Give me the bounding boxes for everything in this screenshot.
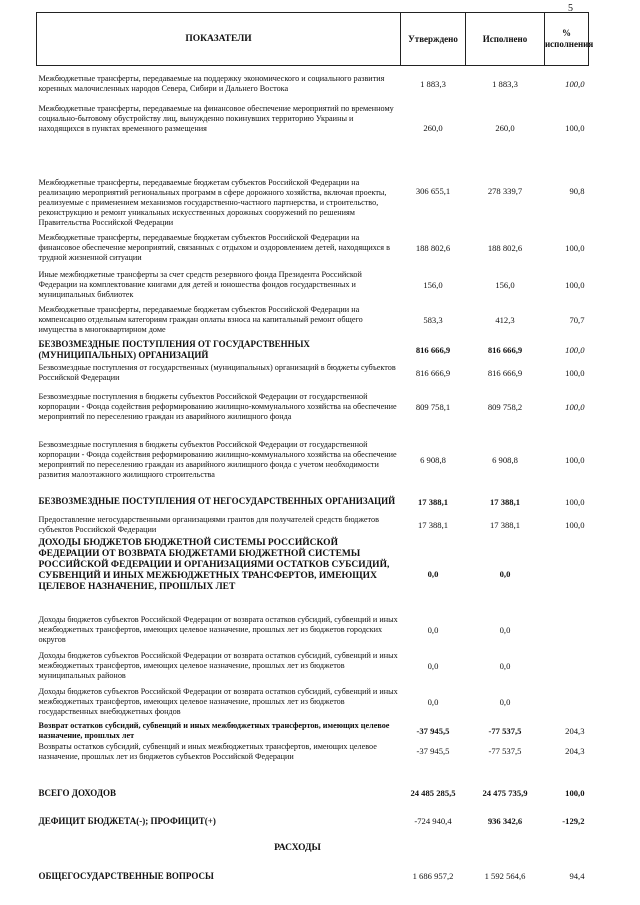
row-executed: 0,0 xyxy=(499,660,511,671)
row-approved: 0,0 xyxy=(427,696,439,707)
row-approved: 0,0 xyxy=(427,624,439,635)
row-label: Межбюджетные трансферты, передаваемые на поддержку экономического и социального развития коренных малочисленных народов Севера, Сибири и Дальнего Востока xyxy=(38,73,385,93)
row-label: Безвозмездные поступления в бюджеты субъектов Российской Федерации от государственной корпорации - Фонда содействия реформированию жилищно-коммунального хозяйства на обеспечение мероприятий по переселению граждан из аварийного жилищного фонда xyxy=(38,391,397,421)
table-row xyxy=(37,66,589,102)
row-percent: 100,0 xyxy=(565,367,585,378)
table-row xyxy=(37,742,589,778)
row-label: ДЕФИЦИТ БЮДЖЕТА(-); ПРОФИЦИТ(+) xyxy=(38,815,216,826)
table-row xyxy=(37,362,589,384)
row-executed: 0,0 xyxy=(499,696,511,707)
table-row xyxy=(37,302,589,338)
row-approved: 816 666,9 xyxy=(415,344,451,355)
row-executed: 6 908,8 xyxy=(492,454,518,465)
row-label: ОБЩЕГОСУДАРСТВЕННЫЕ ВОПРОСЫ xyxy=(38,870,214,881)
table-row xyxy=(37,536,589,612)
row-executed: 0,0 xyxy=(499,568,511,579)
row-approved: 0,0 xyxy=(427,660,439,671)
row-label: Безвозмездные поступления в бюджеты субъектов Российской Федерации от государственной корпорации - Фонда содействия реформированию жилищно-коммунального хозяйства на обеспечение мероприятий по переселению граждан из аварийного жилищного фонда с учетом необходимости развития малоэтажного жилищного строительства xyxy=(38,439,397,479)
row-approved: 188 802,6 xyxy=(415,242,451,253)
row-executed: 260,0 xyxy=(495,122,515,133)
row-approved: 17 388,1 xyxy=(417,496,449,507)
budget-table xyxy=(36,12,594,890)
row-approved: -37 945,5 xyxy=(416,725,450,736)
row-executed: 0,0 xyxy=(499,624,511,635)
row-percent: 100,0 xyxy=(565,787,585,798)
row-label: Предоставление негосударственными организациями грантов для получателей средств бюджетов субъектов Российской Федерации xyxy=(38,514,379,534)
row-percent: 100,0 xyxy=(565,496,585,507)
header-percent: % исполнения xyxy=(545,13,589,66)
row-percent: 100,0 xyxy=(565,122,585,133)
table-row xyxy=(37,720,589,742)
row-executed: 816 666,9 xyxy=(487,367,523,378)
table-row xyxy=(37,684,589,720)
table-row xyxy=(37,268,589,302)
row-label: Межбюджетные трансферты, передаваемые бюджетам субъектов Российской Федерации на реализацию мероприятий региональных программ в сфере дорожного хозяйства, включая проекты, реализуемые с применением механизмов государственно-частного партнерства, и строительство, реконструкцию и ремонт уникальных искусственных дорожных сооружений по решениям Правительства Российской Федерации xyxy=(38,177,387,227)
row-percent: 100,0 xyxy=(565,344,585,355)
section-title-expenses: РАСХОДЫ xyxy=(274,842,321,853)
table-row xyxy=(37,384,589,430)
row-executed: 156,0 xyxy=(495,279,515,290)
row-executed: -77 537,5 xyxy=(488,725,522,736)
table-row xyxy=(37,612,589,648)
row-label: Иные межбюджетные трансферты за счет средств резервного фонда Президента Российской Федерации на комплектование книгами для детей и юношества фондов государственных и муниципальных библиотек xyxy=(38,269,362,299)
row-percent xyxy=(545,612,589,648)
row-executed: 1 592 564,6 xyxy=(484,870,526,881)
row-percent: 100,0 xyxy=(565,78,585,89)
page-number: 5 xyxy=(568,3,573,14)
row-label: Безвозмездные поступления от государственных (муниципальных) организаций в бюджеты субъектов Российской Федерации xyxy=(38,362,396,382)
row-approved: 583,3 xyxy=(423,314,443,325)
row-approved: 0,0 xyxy=(427,568,439,579)
row-label: Межбюджетные трансферты, передаваемые на финансовое обеспечение мероприятий по временному социально-бытовому обустройству лиц, вынужденно покинувших территорию Украины и находящихся в пунктах временного размещения xyxy=(38,103,394,133)
row-label: БЕЗВОЗМЕЗДНЫЕ ПОСТУПЛЕНИЯ ОТ ГОСУДАРСТВЕННЫХ (МУНИЦИПАЛЬНЫХ) ОРГАНИЗАЦИЙ xyxy=(38,339,310,360)
row-approved: 24 485 285,5 xyxy=(410,787,456,798)
row-executed: 24 475 735,9 xyxy=(482,787,528,798)
row-approved: 1 883,3 xyxy=(420,78,446,89)
row-approved: 809 758,1 xyxy=(415,401,451,412)
row-label: Доходы бюджетов субъектов Российской Федерации от возврата остатков субсидий, субвенций и иных межбюджетных трансфертов, имеющих целевое назначение, прошлых лет из бюджетов государственных внебюджетных фондов xyxy=(38,686,398,716)
row-percent: 100,0 xyxy=(565,519,585,530)
row-label: ДОХОДЫ БЮДЖЕТОВ БЮДЖЕТНОЙ СИСТЕМЫ РОССИЙСКОЙ ФЕДЕРАЦИИ ОТ ВОЗВРАТА БЮДЖЕТАМИ БЮДЖЕТНОЙ СИСТЕМЫ РОССИЙСКОЙ ФЕДЕРАЦИИ И ОРГАНИЗАЦИЯМИ ОСТАТКОВ СУБСИДИЙ, СУБВЕНЦИЙ И ИНЫХ МЕЖБЮДЖЕТНЫХ ТРАНСФЕРТОВ, ИМЕЮЩИХ ЦЕЛЕВОЕ НАЗНАЧЕНИЕ, ПРОШЛЫХ ЛЕТ xyxy=(38,537,390,592)
table-row xyxy=(37,430,589,490)
row-approved: 260,0 xyxy=(423,122,443,133)
table-row xyxy=(37,862,589,890)
row-label: ВСЕГО ДОХОДОВ xyxy=(38,787,117,798)
row-approved: 306 655,1 xyxy=(415,185,451,196)
row-percent: 100,0 xyxy=(565,454,585,465)
table-row xyxy=(37,778,589,808)
row-executed: 1 883,3 xyxy=(492,78,518,89)
row-percent: 70,7 xyxy=(569,314,585,325)
row-executed: 17 388,1 xyxy=(489,496,521,507)
row-approved: 156,0 xyxy=(423,279,443,290)
row-approved: 17 388,1 xyxy=(417,519,449,530)
table-row xyxy=(37,808,589,834)
row-approved: -37 945,5 xyxy=(416,745,450,756)
table-row xyxy=(37,102,589,154)
table-row xyxy=(37,490,589,514)
row-approved: 816 666,9 xyxy=(415,367,451,378)
row-label: БЕЗВОЗМЕЗДНЫЕ ПОСТУПЛЕНИЯ ОТ НЕГОСУДАРСТВЕННЫХ ОРГАНИЗАЦИЙ xyxy=(38,496,396,507)
row-label: Доходы бюджетов субъектов Российской Федерации от возврата остатков субсидий, субвенций и иных межбюджетных трансфертов, имеющих целевое назначение, прошлых лет из бюджетов муниципальных районов xyxy=(38,650,398,680)
row-executed: 17 388,1 xyxy=(489,519,521,530)
row-approved xyxy=(401,834,466,862)
row-approved: -724 940,4 xyxy=(414,815,452,826)
row-approved: 1 686 957,2 xyxy=(412,870,454,881)
row-percent: 94,4 xyxy=(569,870,585,881)
row-approved: 6 908,8 xyxy=(420,454,446,465)
row-percent xyxy=(545,648,589,684)
row-percent: 100,0 xyxy=(565,279,585,290)
header-executed: Исполнено xyxy=(466,13,545,66)
row-percent: 204,3 xyxy=(565,725,585,736)
row-executed: 278 339,7 xyxy=(487,185,523,196)
row-percent: 90,8 xyxy=(569,185,585,196)
table-row xyxy=(37,648,589,684)
row-percent xyxy=(545,684,589,720)
table-header-row xyxy=(37,13,589,66)
row-label: Межбюджетные трансферты, передаваемые бюджетам субъектов Российской Федерации на компенсацию отдельным категориям граждан оплаты взноса на капитальный ремонт общего имущества в многоквартирном доме xyxy=(38,304,363,334)
row-executed: 188 802,6 xyxy=(487,242,523,253)
row-executed xyxy=(466,834,545,862)
row-percent: 100,0 xyxy=(565,242,585,253)
row-percent: 204,3 xyxy=(565,745,585,756)
row-label: Возврат остатков субсидий, субвенций и иных межбюджетных трансфертов, имеющих целевое назначение, прошлых лет xyxy=(38,720,390,740)
row-percent xyxy=(545,536,589,612)
header-approved: Утверждено xyxy=(401,13,466,66)
row-label: Доходы бюджетов субъектов Российской Федерации от возврата остатков субсидий, субвенций и иных межбюджетных трансфертов, имеющих целевое назначение, прошлых лет из бюджетов городских округов xyxy=(38,614,398,644)
row-percent: -129,2 xyxy=(562,815,585,826)
table-row xyxy=(37,228,589,268)
row-executed: -77 537,5 xyxy=(488,745,522,756)
table-row xyxy=(37,514,589,536)
row-percent xyxy=(545,834,589,862)
row-executed: 816 666,9 xyxy=(487,344,523,355)
row-executed: 809 758,2 xyxy=(487,401,523,412)
table-row xyxy=(37,154,589,228)
row-executed: 936 342,6 xyxy=(487,815,523,826)
table-row xyxy=(37,834,589,862)
table-row xyxy=(37,338,589,362)
row-percent: 100,0 xyxy=(565,401,585,412)
row-executed: 412,3 xyxy=(495,314,515,325)
row-label: Возвраты остатков субсидий, субвенций и иных межбюджетных трансфертов, имеющих целевое назначение, прошлых лет из бюджетов субъектов Российской Федерации xyxy=(38,741,377,761)
row-label: Межбюджетные трансферты, передаваемые бюджетам субъектов Российской Федерации на финансовое обеспечение мероприятий, связанных с отдыхом и оздоровлением детей, находящихся в трудной жизненной ситуации xyxy=(38,232,390,262)
header-indicators: ПОКАЗАТЕЛИ xyxy=(37,13,401,66)
